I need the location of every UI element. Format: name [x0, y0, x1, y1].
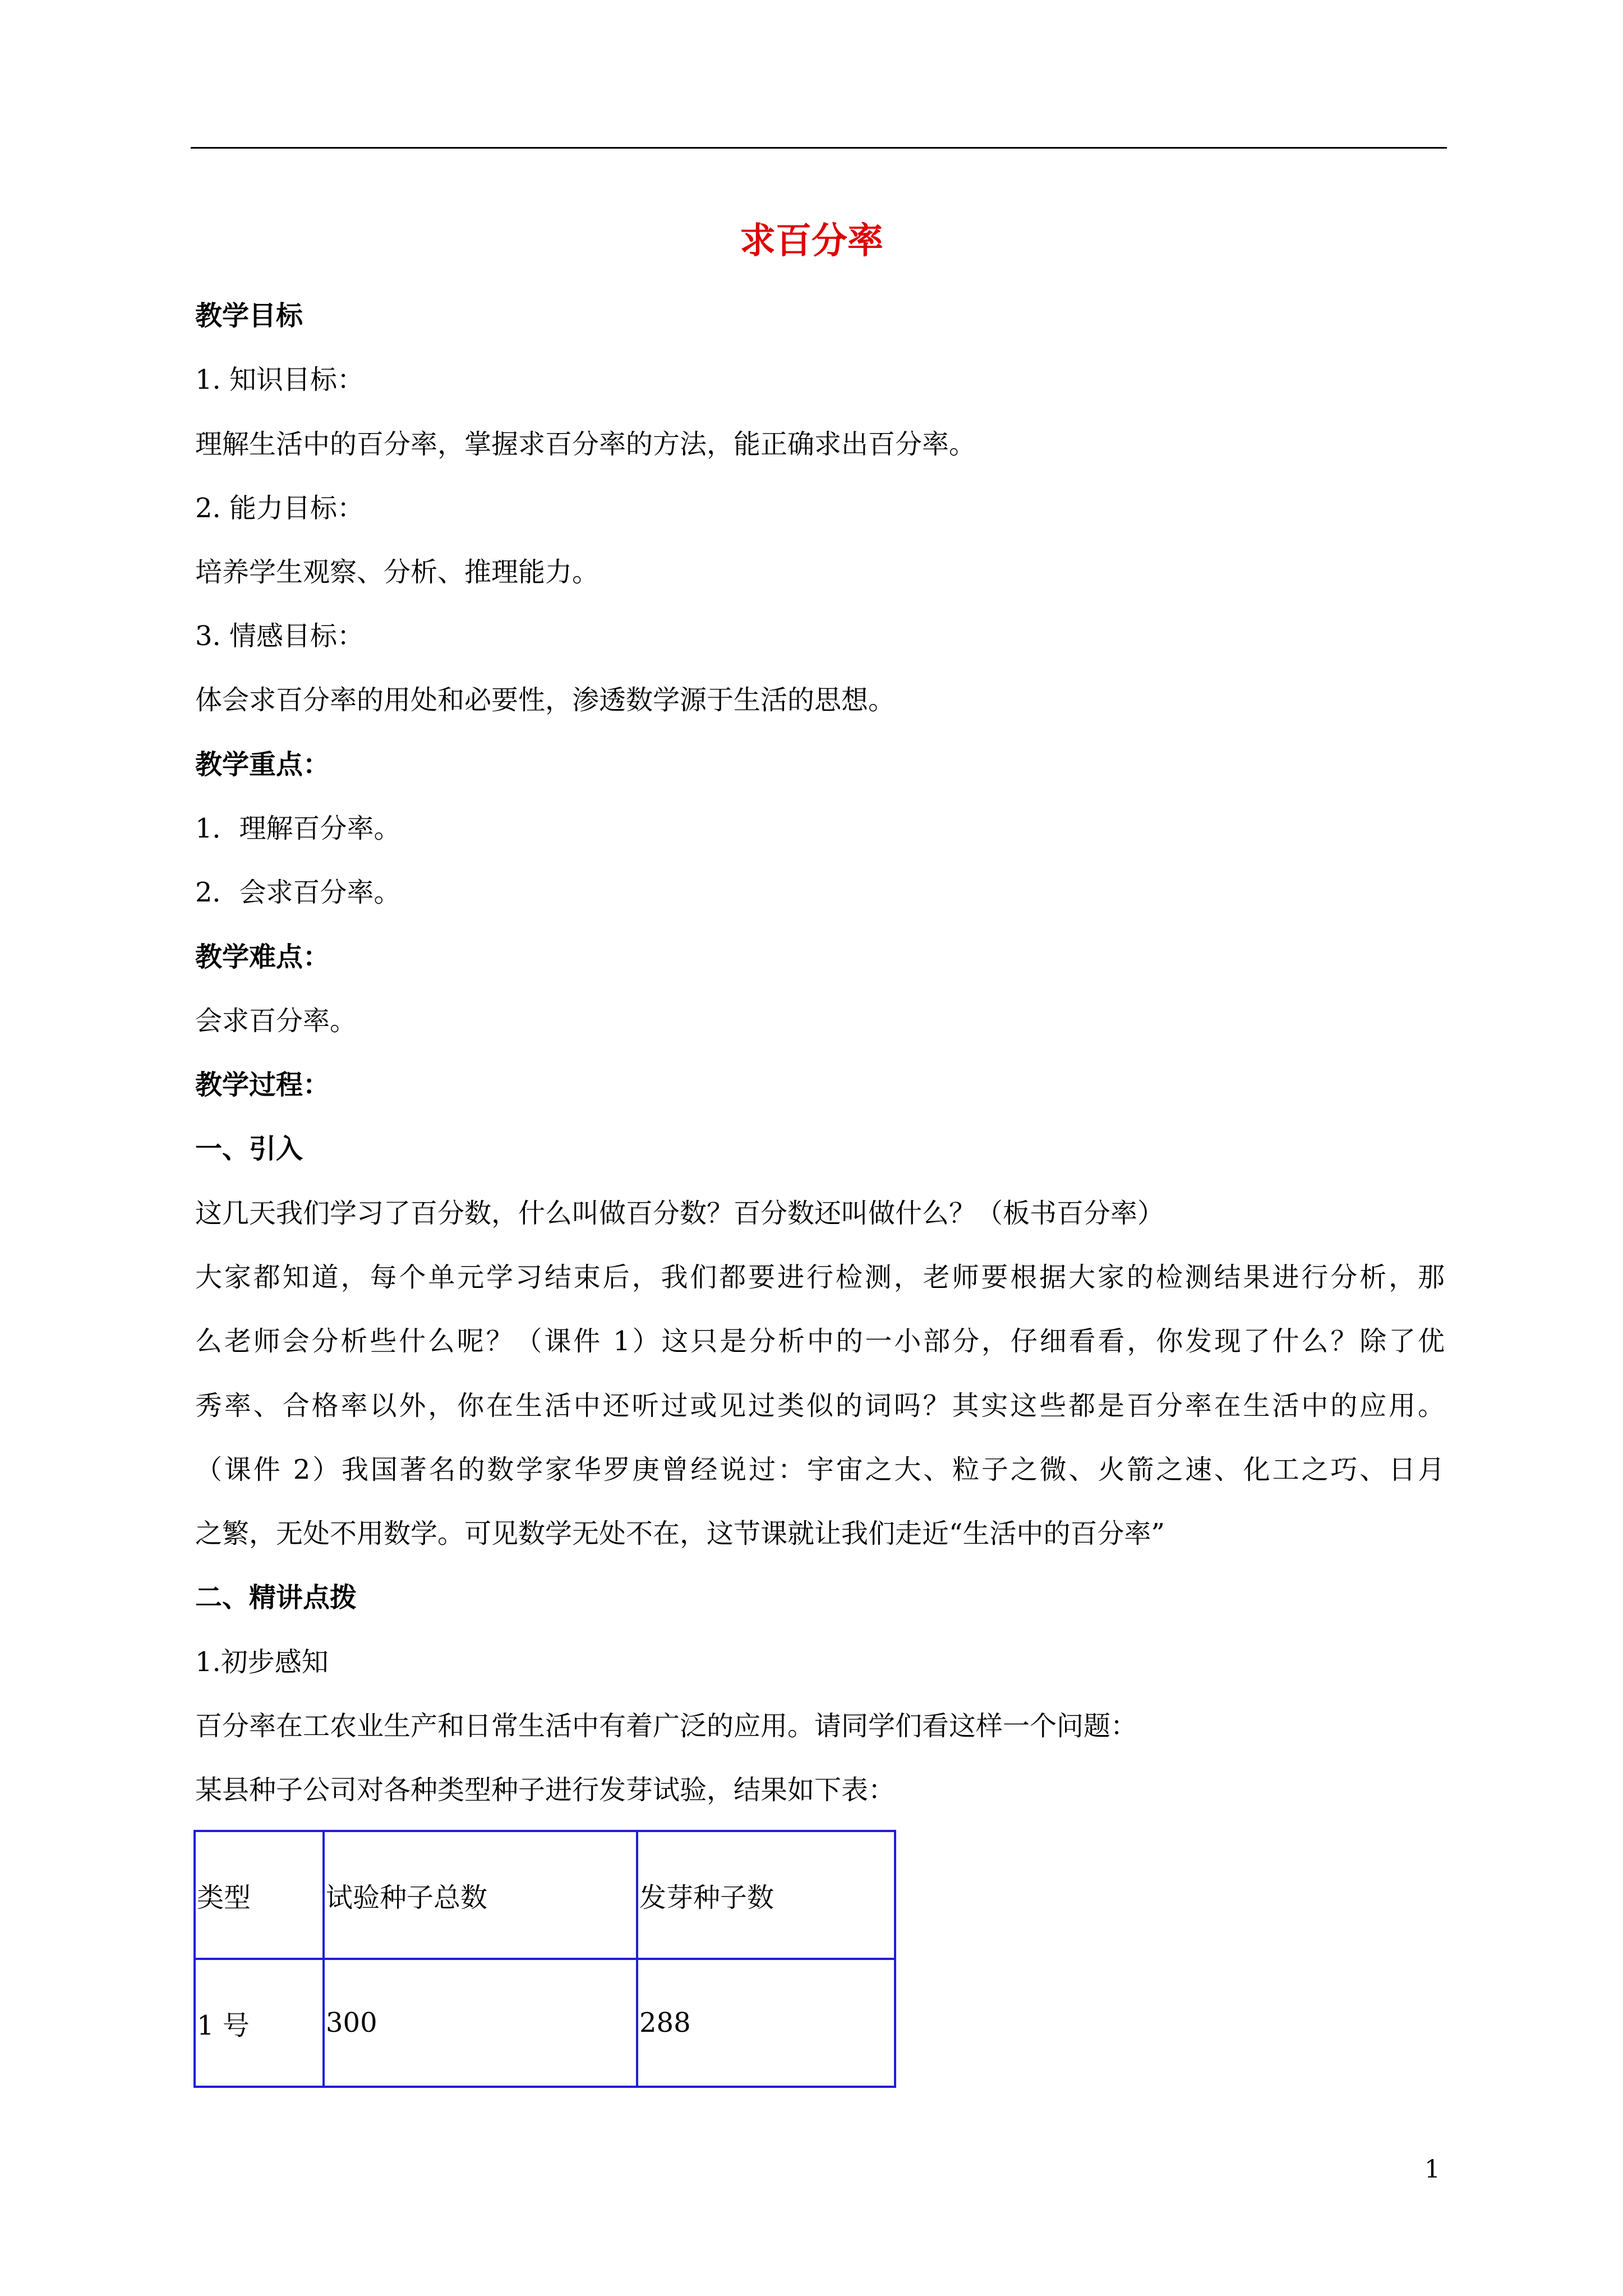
part1-paragraph-2-line-5: 之繁，无处不用数学。可见数学无处不在，这节课就让我们走近“生活中的百分率” — [195, 1518, 1165, 1549]
goals-heading: 教学目标 — [195, 300, 303, 332]
part1-heading: 一、引入 — [195, 1133, 303, 1165]
page-title: 求百分率 — [740, 220, 883, 262]
part2-subheading-1: 1.初步感知 — [195, 1646, 329, 1678]
goal1-label: 1. 知识目标： — [195, 364, 365, 395]
part1-paragraph-2-line-1: 大家都知道，每个单元学习结束后，我们都要进行检测，老师要根据大家的检测结果进行分析，那 — [195, 1262, 1445, 1293]
key-item-2: 2．会求百分率。 — [195, 877, 401, 908]
table-header-cell: 发芽种子数 — [637, 1831, 895, 1959]
part1-paragraph-1: 这几天我们学习了百分数，什么叫做百分数？百分数还叫做什么？（板书百分率） — [195, 1198, 1165, 1229]
process-heading: 教学过程： — [195, 1069, 330, 1101]
table-header-cell: 试验种子总数 — [324, 1831, 637, 1959]
table-cell: 1 号 — [195, 1959, 324, 2087]
table-cell: 300 — [324, 1959, 637, 2087]
goal1-text: 理解生活中的百分率，掌握求百分率的方法，能正确求出百分率。 — [195, 429, 976, 460]
part1-paragraph-2-line-4: （课件 2）我国著名的数学家华罗庚曾经说过：宇宙之大、粒子之微、火箭之速、化工之巧、日月 — [195, 1454, 1445, 1485]
table-header-cell: 类型 — [195, 1831, 324, 1959]
part2-paragraph-2: 某县种子公司对各种类型种子进行发芽试验，结果如下表： — [195, 1774, 896, 1806]
header-rule — [191, 147, 1447, 149]
goal3-text: 体会求百分率的用处和必要性，渗透数学源于生活的思想。 — [195, 684, 896, 716]
germination-table — [193, 1830, 896, 2088]
page-number: 1 — [1424, 2155, 1440, 2184]
key-heading: 教学重点： — [195, 749, 330, 780]
goal2-text: 培养学生观察、分析、推理能力。 — [195, 556, 600, 588]
goal3-label: 3. 情感目标： — [195, 620, 365, 652]
goal2-label: 2. 能力目标： — [195, 493, 365, 524]
difficulty-heading: 教学难点： — [195, 941, 330, 973]
part2-paragraph-1: 百分率在工农业生产和日常生活中有着广泛的应用。请同学们看这样一个问题： — [195, 1710, 1138, 1742]
key-item-1: 1．理解百分率。 — [195, 813, 401, 844]
part2-heading: 二、精讲点拨 — [195, 1582, 357, 1613]
table-row — [195, 1959, 895, 2087]
difficulty-item-1: 会求百分率。 — [195, 1005, 357, 1037]
table-header-row — [195, 1831, 895, 1959]
part1-paragraph-2-line-3: 秀率、合格率以外，你在生活中还听过或见过类似的词吗？其实这些都是百分率在生活中的应用。 — [195, 1390, 1445, 1421]
table-cell: 288 — [637, 1959, 895, 2087]
part1-paragraph-2-line-2: 么老师会分析些什么呢？（课件 1）这只是分析中的一小部分，仔细看看，你发现了什么？除了优 — [195, 1326, 1445, 1357]
